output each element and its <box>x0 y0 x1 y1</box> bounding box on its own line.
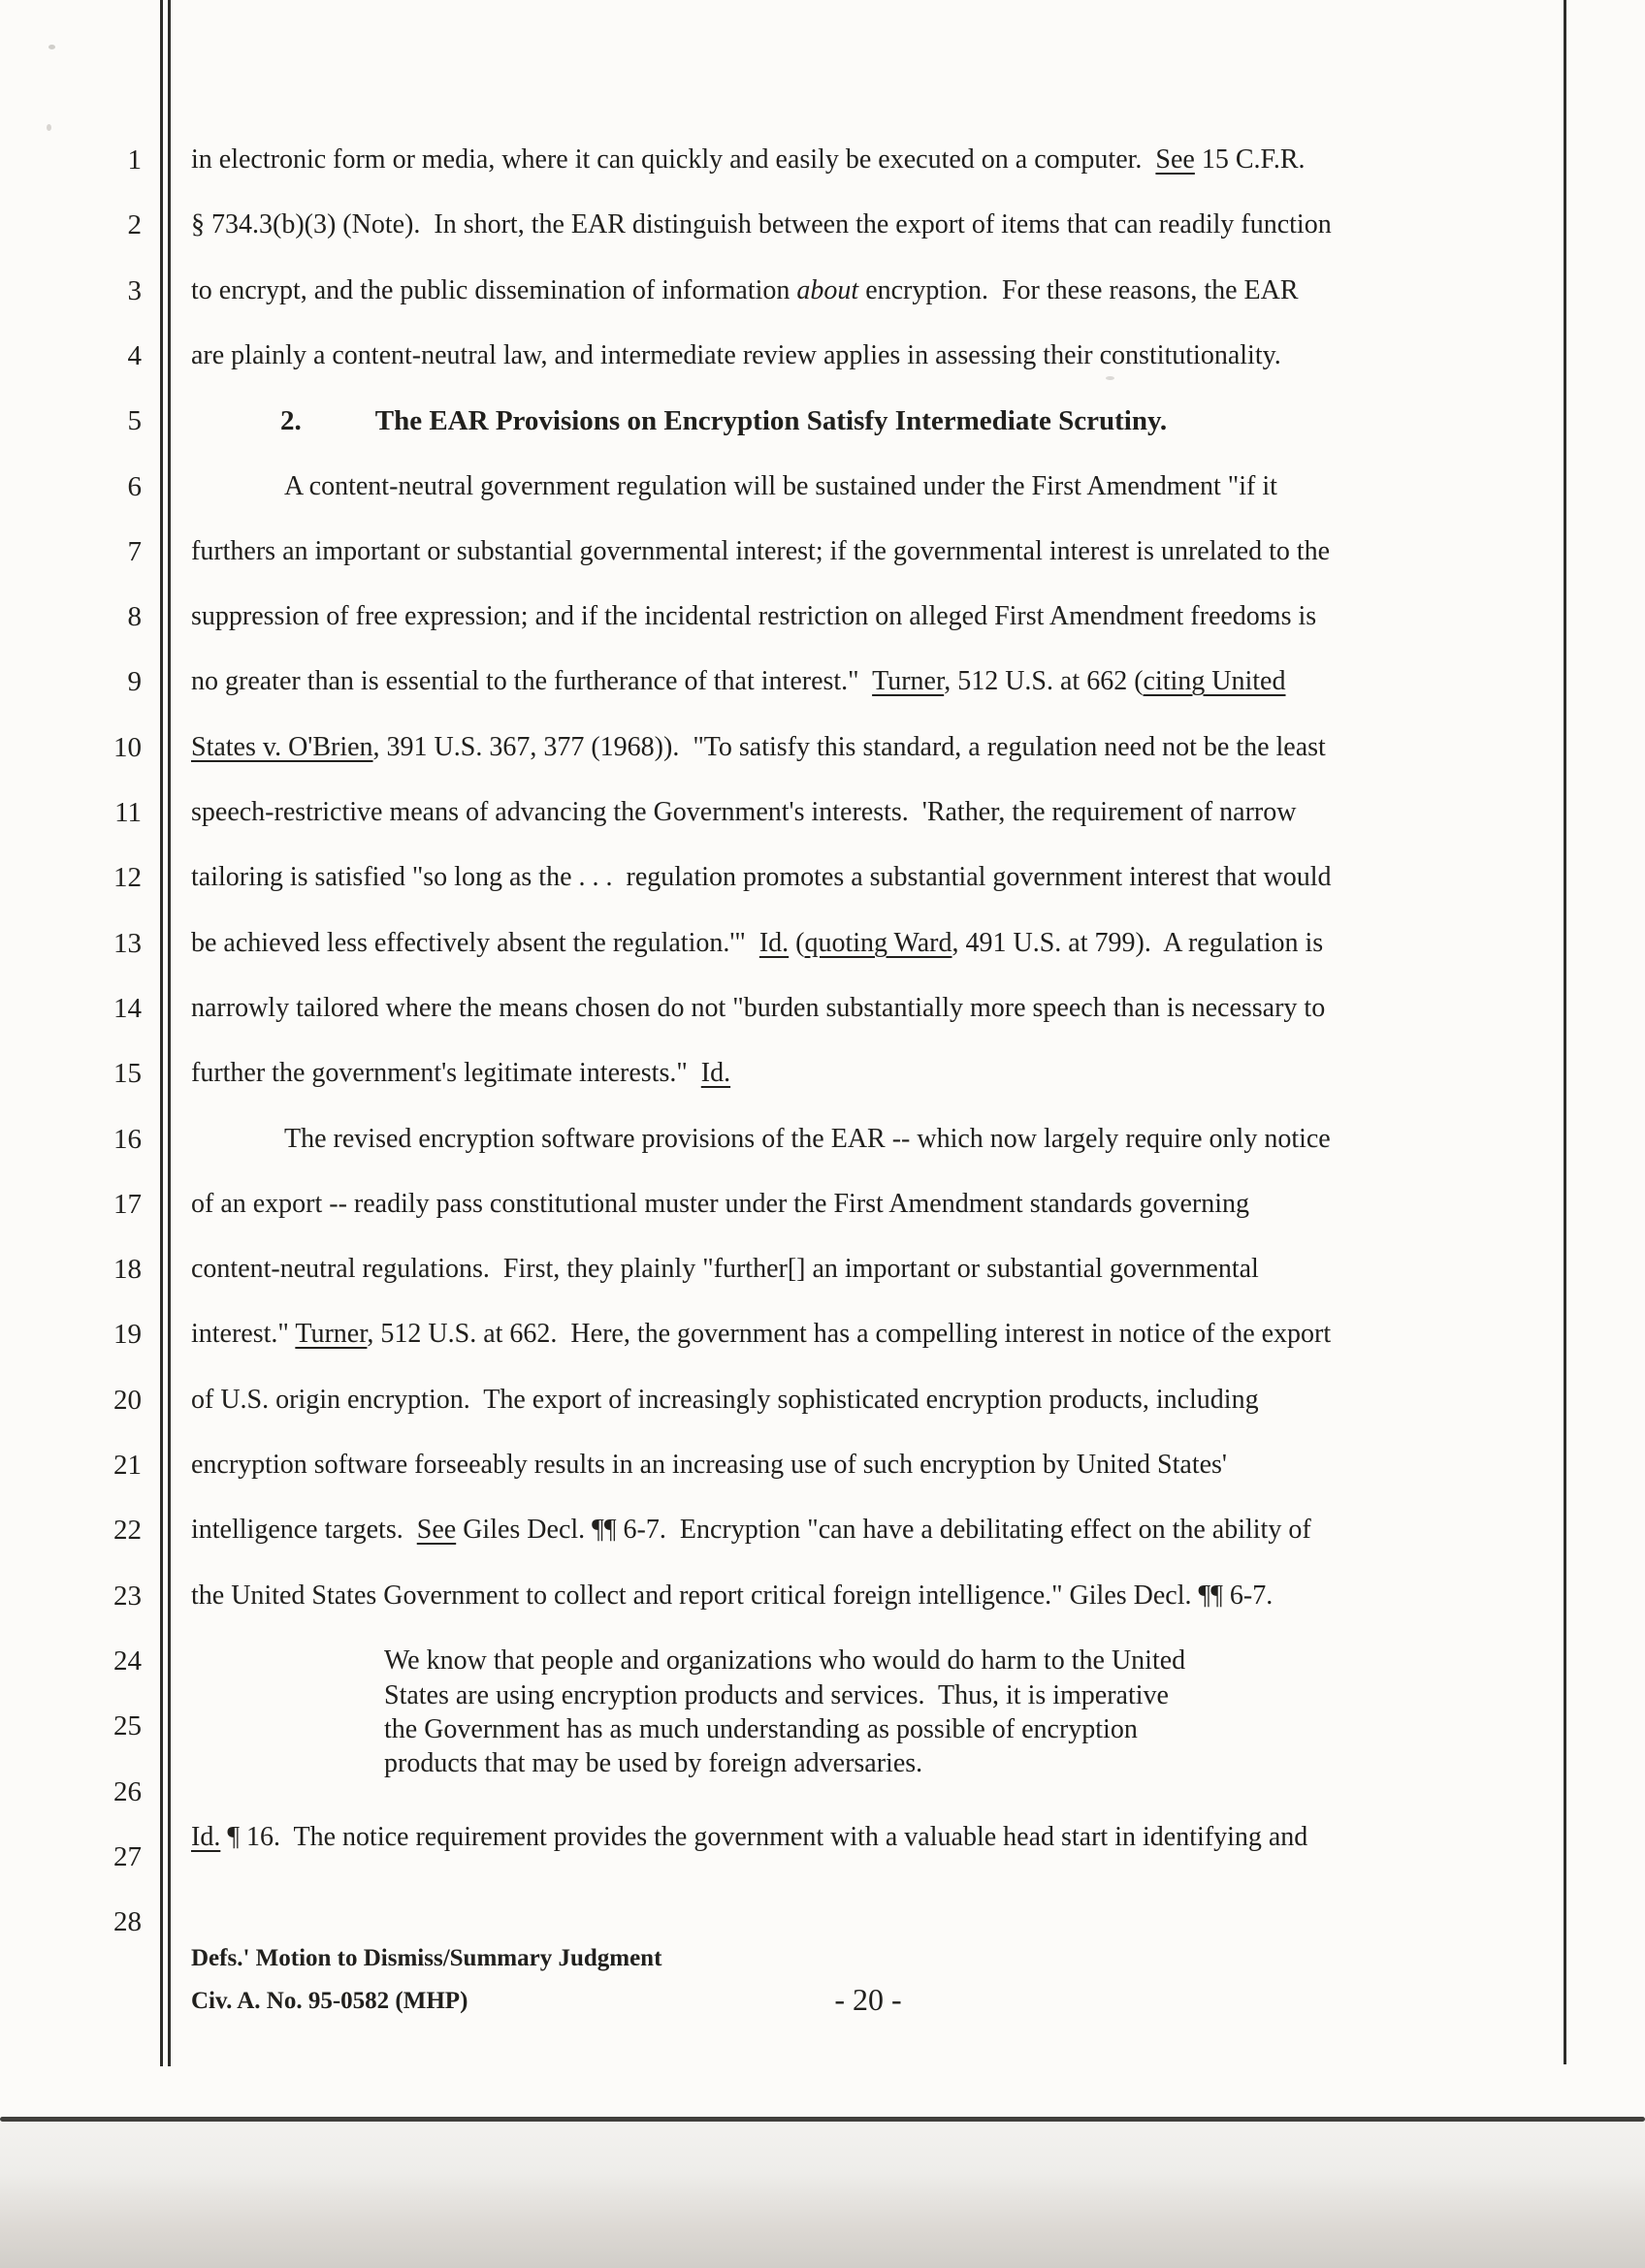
underlined-citation: citing United <box>1143 666 1286 696</box>
line-number-4: 4 <box>127 340 142 371</box>
text-line-3 <box>191 274 1525 307</box>
line-number-18: 18 <box>113 1254 142 1285</box>
page-number: - 20 - <box>834 1982 902 2017</box>
line-number-21: 21 <box>113 1450 142 1481</box>
text-line-8 <box>191 600 1525 633</box>
line-number-1: 1 <box>127 144 142 176</box>
block-quote-line-4 <box>191 1747 1645 1780</box>
line-number-24: 24 <box>113 1645 142 1677</box>
text-line-26 <box>191 1821 1525 1854</box>
text-segment: narrowly tailored where the means chosen do not "burden substantially more speech than is necessary to <box>191 993 1326 1023</box>
text-line-15 <box>191 1057 1525 1090</box>
text-line-13 <box>191 927 1525 960</box>
line-number-16: 16 <box>113 1124 142 1155</box>
text-segment: products that may be used by foreign adversaries. <box>384 1748 923 1778</box>
text-segment: The revised encryption software provisions of the EAR -- which now largely require only notice <box>284 1124 1331 1154</box>
text-segment: States are using encryption products and services. Thus, it is imperative <box>384 1680 1169 1710</box>
line-number-26: 26 <box>113 1776 142 1807</box>
text-segment: the United States Government to collect and report critical foreign intelligence." Giles Decl. ¶¶ 6-7. <box>191 1581 1274 1611</box>
underlined-citation: Id. <box>758 928 790 958</box>
line-number-14: 14 <box>113 993 142 1024</box>
line-number-9: 9 <box>127 666 142 697</box>
scan-speck <box>1106 376 1114 380</box>
text-segment: The EAR Provisions on Encryption Satisfy Intermediate Scrutiny. <box>374 405 1168 436</box>
text-line-12 <box>191 861 1525 894</box>
text-segment: no greater than is essential to the furtherance of that interest." <box>191 666 873 696</box>
line-number-27: 27 <box>113 1841 142 1872</box>
text-line-1 <box>191 144 1525 176</box>
line-number-23: 23 <box>113 1581 142 1612</box>
text-segment: in electronic form or media, where it can quickly and easily be executed on a computer. <box>191 144 1156 175</box>
text-segment: tailoring is satisfied "so long as the . . . regulation promotes a substantial government interest that would <box>191 862 1332 892</box>
text-line-7 <box>191 535 1525 568</box>
text-line-9 <box>191 665 1525 698</box>
text-line-19 <box>191 1318 1525 1351</box>
underlined-citation: Id. <box>700 1058 731 1088</box>
block-quote-line-1 <box>191 1645 1645 1677</box>
text-segment: are plainly a content-neutral law, and intermediate review applies in assessing their constitutionality. <box>191 340 1281 370</box>
underlined-citation: See <box>1155 144 1195 175</box>
text-segment: 15 C.F.R. <box>1194 144 1306 175</box>
text-segment: , 512 U.S. at 662 ( <box>944 666 1144 696</box>
underlined-citation: States v. O'Brien <box>191 732 373 762</box>
text-segment: of an export -- readily pass constitutional muster under the First Amendment standards governing <box>191 1189 1249 1219</box>
scan-speck <box>47 124 51 131</box>
text-line-20 <box>191 1384 1525 1417</box>
text-line-11 <box>191 796 1525 829</box>
line-number-12: 12 <box>113 862 142 893</box>
block-quote-line-3 <box>191 1713 1645 1746</box>
text-segment: , 512 U.S. at 662. Here, the government has a compelling interest in notice of the export <box>367 1319 1332 1349</box>
line-number-11: 11 <box>114 797 142 828</box>
text-line-10 <box>191 731 1525 764</box>
text-segment: encryption. For these reasons, the EAR <box>858 275 1299 305</box>
underlined-citation: Turner <box>872 666 945 696</box>
text-line-18 <box>191 1253 1525 1286</box>
text-segment: We know that people and organizations who would do harm to the United <box>384 1645 1186 1676</box>
footer-case-title: Defs.' Motion to Dismiss/Summary Judgment <box>191 1945 662 1971</box>
text-line-17 <box>191 1188 1525 1221</box>
text-segment: Giles Decl. ¶¶ 6-7. Encryption "can have a debilitating effect on the ability of <box>456 1515 1311 1545</box>
text-line-4 <box>191 339 1525 372</box>
text-segment: of U.S. origin encryption. The export of increasingly sophisticated encryption products, including <box>191 1385 1259 1415</box>
text-segment: to encrypt, and the public dissemination of information <box>191 275 797 305</box>
underlined-citation: Turner <box>295 1319 368 1349</box>
underlined-citation: quoting Ward <box>804 928 952 958</box>
line-number-2: 2 <box>127 209 142 240</box>
line-number-6: 6 <box>127 471 142 502</box>
text-segment: be achieved less effectively absent the regulation.'" <box>191 928 759 958</box>
text-segment: interest." <box>191 1319 296 1349</box>
text-line-22 <box>191 1514 1525 1547</box>
line-number-25: 25 <box>113 1710 142 1741</box>
text-segment: ¶ 16. The notice requirement provides the government with a valuable head start in identifying and <box>220 1822 1308 1852</box>
section-heading <box>191 404 1614 437</box>
text-segment: further the government's legitimate interests." <box>191 1058 701 1088</box>
line-number-13: 13 <box>113 928 142 959</box>
text-segment: furthers an important or substantial governmental interest; if the governmental interest is unrelated to the <box>191 536 1331 566</box>
text-segment: intelligence targets. <box>191 1515 417 1545</box>
text-line-16 <box>191 1123 1618 1156</box>
line-number-7: 7 <box>127 536 142 567</box>
text-segment: ( <box>789 928 805 958</box>
line-number-19: 19 <box>113 1319 142 1350</box>
text-segment: content-neutral regulations. First, they plainly "further[] an important or substantial governmental <box>191 1254 1259 1284</box>
line-number-5: 5 <box>127 405 142 436</box>
text-segment: the Government has as much understanding as possible of encryption <box>384 1714 1138 1744</box>
line-number-28: 28 <box>113 1906 142 1937</box>
text-segment: A content-neutral government regulation will be sustained under the First Amendment "if it <box>284 471 1277 501</box>
line-number-20: 20 <box>113 1385 142 1416</box>
text-segment: encryption software forseeably results in an increasing use of such encryption by United States' <box>191 1450 1227 1480</box>
line-number-15: 15 <box>113 1058 142 1089</box>
text-segment: , 491 U.S. at 799). A regulation is <box>952 928 1324 958</box>
line-number-8: 8 <box>127 601 142 632</box>
text-segment: 2. <box>280 405 302 436</box>
line-number-3: 3 <box>127 275 142 306</box>
text-segment: suppression of free expression; and if the incidental restriction on alleged First Amendment freedoms is <box>191 601 1317 631</box>
text-line-2 <box>191 208 1525 241</box>
block-quote-line-2 <box>191 1679 1645 1712</box>
text-segment: about <box>796 275 859 305</box>
line-number-22: 22 <box>113 1515 142 1546</box>
text-line-21 <box>191 1449 1525 1482</box>
underlined-citation: See <box>416 1515 457 1545</box>
underlined-citation: Id. <box>191 1822 221 1852</box>
text-segment: § 734.3(b)(3) (Note). In short, the EAR distinguish between the export of items that can readily function <box>191 209 1332 240</box>
text-segment: speech-restrictive means of advancing the Government's interests. 'Rather, the requirement of narrow <box>191 797 1297 827</box>
text-line-23 <box>191 1580 1525 1613</box>
scan-bottom-band <box>0 2122 1645 2268</box>
text-segment: , 391 U.S. 367, 377 (1968)). "To satisfy this standard, a regulation need not be the least <box>372 732 1326 762</box>
line-number-10: 10 <box>113 732 142 763</box>
text-line-14 <box>191 992 1525 1025</box>
footer-case-number: Civ. A. No. 95-0582 (MHP) <box>191 1988 468 2014</box>
text-line-6 <box>191 470 1618 503</box>
scan-speck <box>48 45 55 49</box>
line-number-17: 17 <box>113 1189 142 1220</box>
